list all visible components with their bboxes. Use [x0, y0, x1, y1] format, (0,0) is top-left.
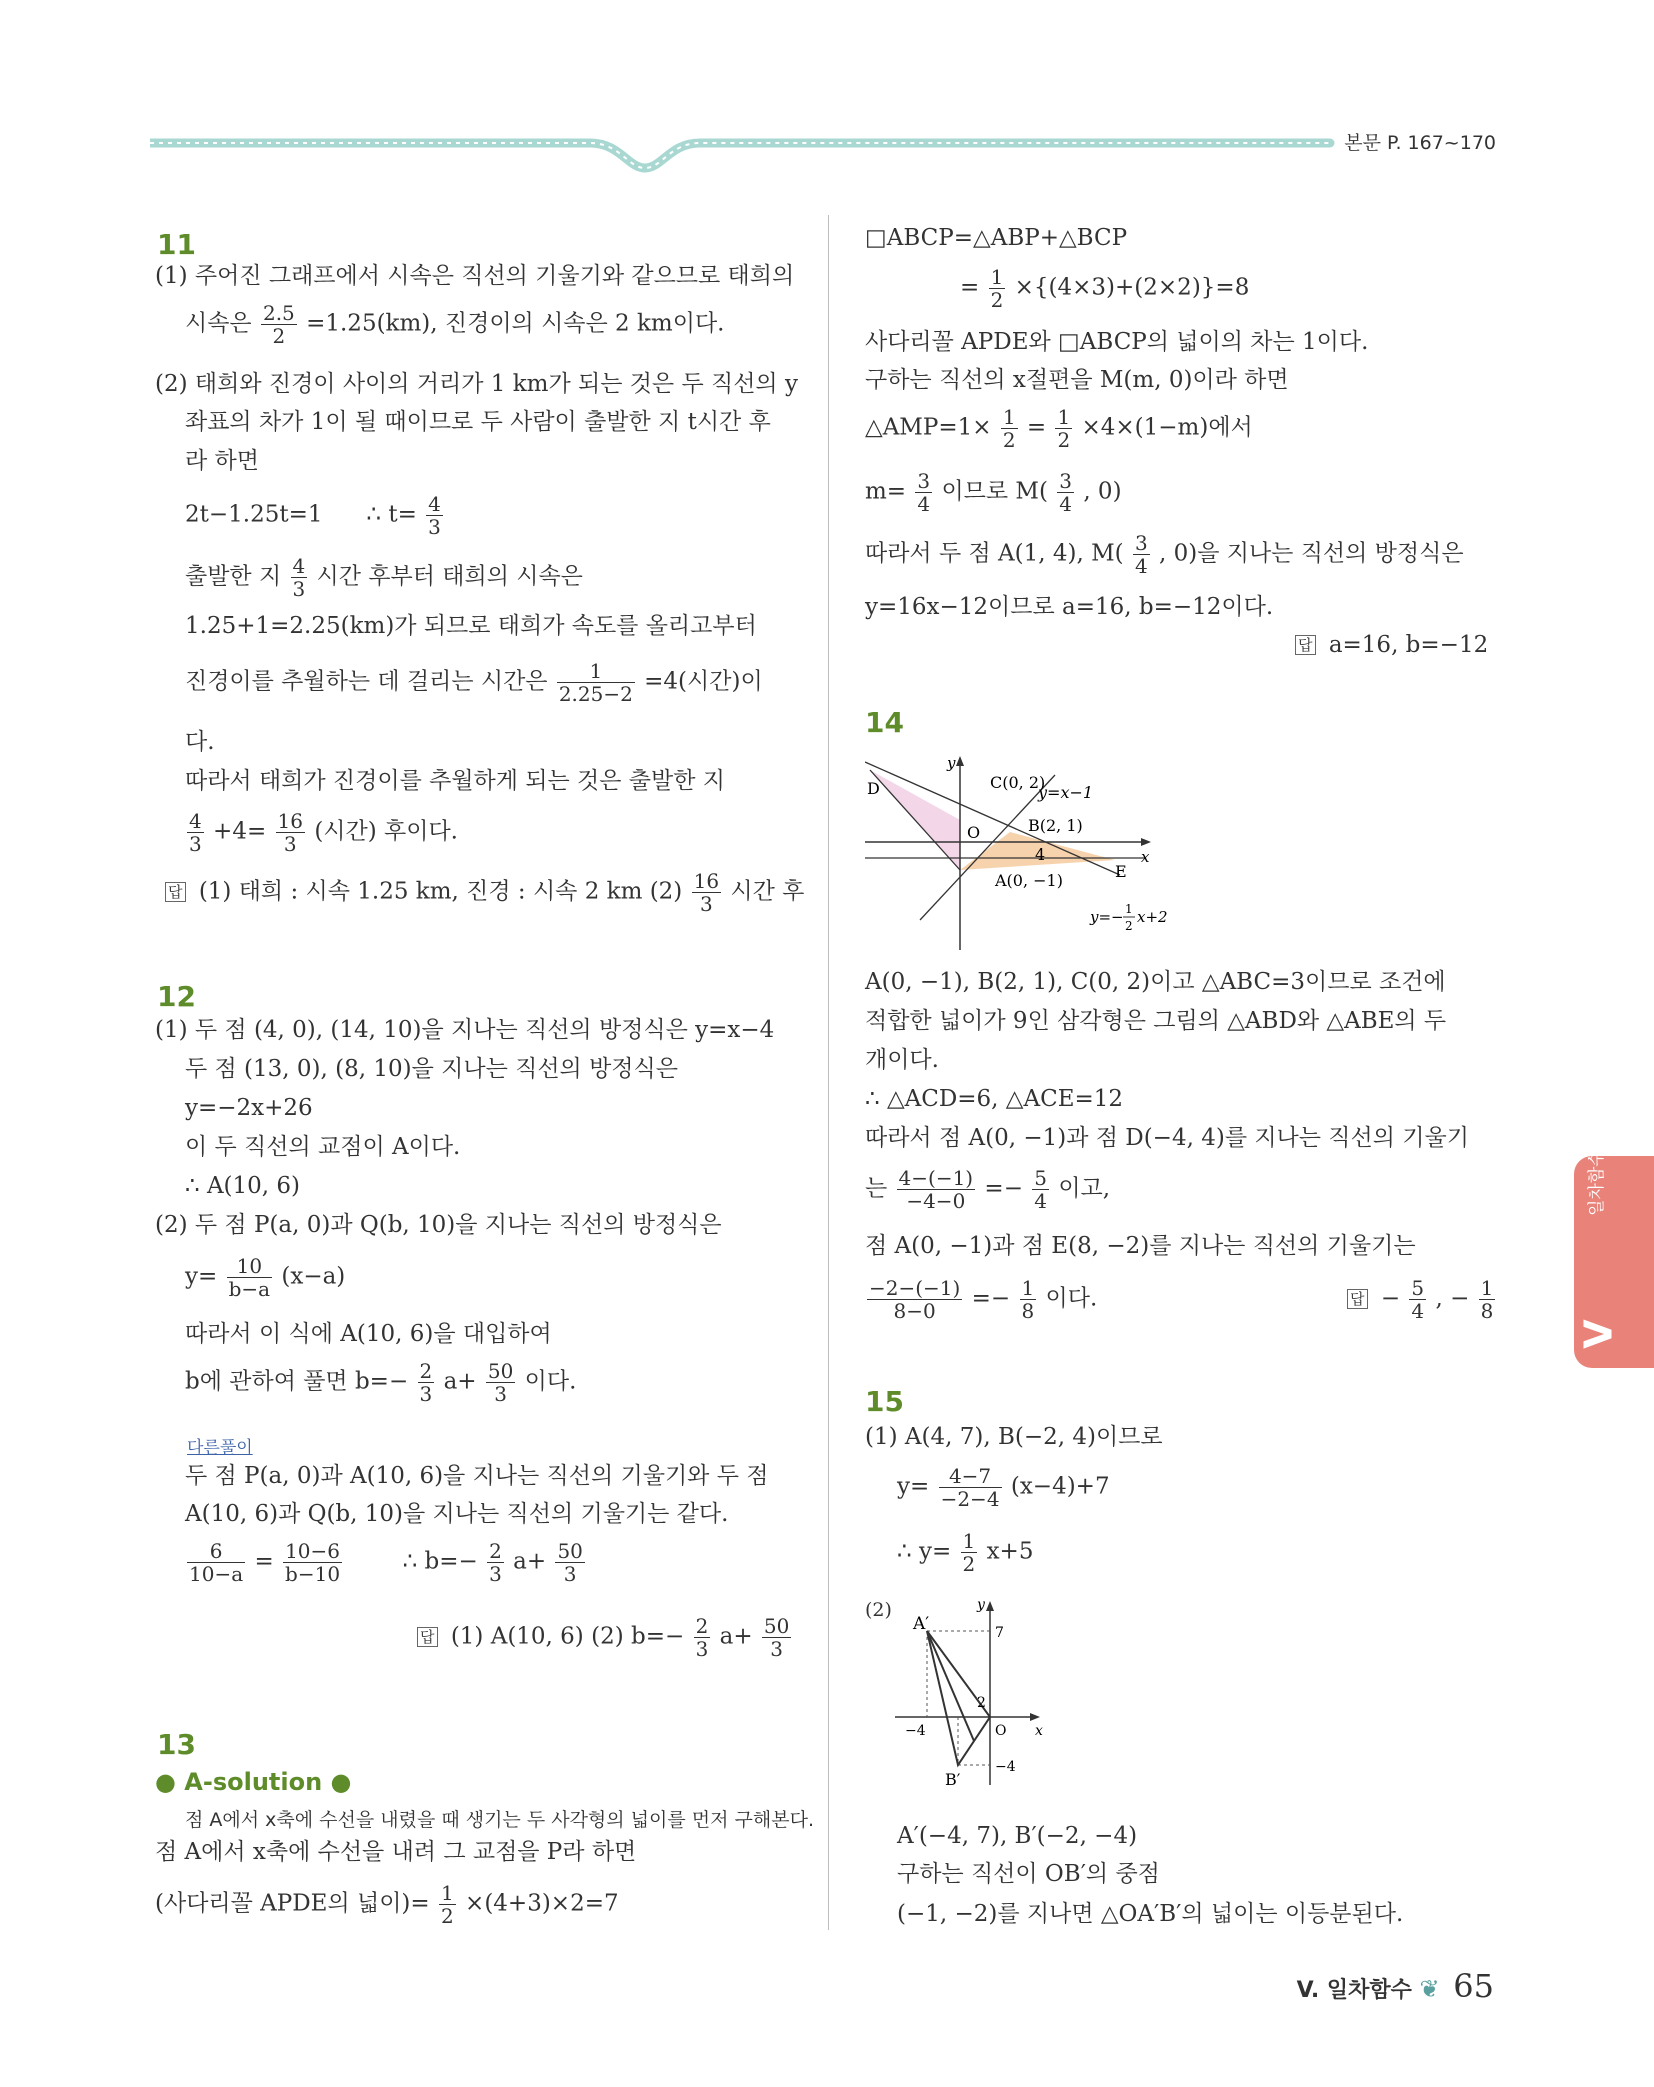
q14-line: 점 A(0, −1)과 점 E(8, −2)를 지나는 직선의 기울기는	[865, 1233, 1416, 1259]
question-number: 12	[157, 980, 196, 1013]
q11-line: 좌표의 차가 1이 될 때이므로 두 사람이 출발한 지 t시간 후	[185, 409, 771, 435]
label-o: O	[967, 823, 981, 842]
q12-answer: 답 (1) A(10, 6) (2) b=− $\frac{2}{3}$ a+ $\frac{50}{3}$	[417, 1615, 793, 1660]
leaf-icon: ❦	[1419, 1975, 1440, 2003]
q14-answer: 답 − $\frac{5}{4}$ , − $\frac{1}{8}$	[1347, 1277, 1497, 1322]
q12-line: $\frac{6}{10-a}$ = $\frac{10-6}{b-10}$ ∴ b=− $\frac{2}{3}$ a+ $\frac{50}{3}$	[189, 1539, 583, 1586]
question-number: 14	[865, 706, 904, 739]
side-tab-title: 일차함수	[1587, 1150, 1607, 1216]
q14-line: 적합한 넓이가 9인 삼각형은 그림의 △ABD와 △ABE의 두	[865, 1008, 1447, 1034]
q13-line: 따라서 두 점 A(1, 4), M( $\frac{3}{4}$ , 0)을 지나는 직선의 방정식은	[865, 531, 1464, 578]
q13-line: 구하는 직선의 x절편을 M(m, 0)이라 하면	[865, 367, 1289, 393]
label-o: O	[995, 1723, 1007, 1739]
q11-line: 1.25+1=2.25(km)가 되므로 태희가 속도를 올리고부터	[185, 613, 757, 639]
chapter-side-tab	[1574, 1150, 1654, 1368]
q13-line: △AMP=1× $\frac{1}{2}$ = $\frac{1}{2}$ ×4×(1−m)에서	[865, 405, 1253, 452]
q11-answer: 답 (1) 태희 : 시속 1.25 km, 진경 : 시속 2 km (2) $\frac{16}{3}$ 시간 후	[165, 870, 804, 915]
q14-line: 따라서 점 A(0, −1)과 점 D(−4, 4)를 지나는 직선의 기울기	[865, 1125, 1469, 1151]
label-y: y	[947, 754, 956, 772]
q12-line: y=−2x+26	[185, 1095, 313, 1121]
page-reference: 본문 P. 167~170	[1344, 132, 1496, 154]
question-number: 13	[157, 1728, 196, 1761]
q13-line: 사다리꼴 APDE와 □ABCP의 넓이의 차는 1이다.	[865, 329, 1369, 355]
footer-chapter: V. 일차함수	[1296, 1978, 1412, 2003]
q12-line: 따라서 이 식에 A(10, 6)을 대입하여	[185, 1321, 552, 1347]
x-axis-arrow	[1030, 1713, 1040, 1721]
label-y: y	[977, 1597, 985, 1613]
q15-line: (1) A(4, 7), B(−2, 4)이므로	[865, 1424, 1163, 1450]
a-solution-text: 점 A에서 x축에 수선을 내렸을 때 생기는 두 사각형의 넓이를 먼저 구해본다.	[185, 1809, 814, 1831]
q14-line: $\frac{-2-(-1)}{8-0}$ =− $\frac{1}{8}$ 이다.	[869, 1276, 1098, 1323]
q13-line: □ABCP=△ABP+△BCP	[865, 225, 1128, 251]
label-c: C(0, 2)	[990, 773, 1046, 792]
answer-mark: 답	[1295, 635, 1316, 655]
q12-line: 두 점 (13, 0), (8, 10)을 지나는 직선의 방정식은	[185, 1056, 678, 1082]
q14-line: 개이다.	[865, 1047, 939, 1073]
q15-graph-figure	[895, 1595, 1065, 1795]
q15-line: (2)	[865, 1599, 892, 1621]
q12-line: (1) 두 점 (4, 0), (14, 10)을 지나는 직선의 방정식은 y=x−4	[155, 1017, 775, 1043]
q12-line: 이 두 직선의 교점이 A이다.	[185, 1134, 461, 1160]
q12-line: 두 점 P(a, 0)과 A(10, 6)을 지나는 직선의 기울기와 두 점	[185, 1463, 769, 1489]
q11-line: 출발한 지 $\frac{4}{3}$ 시간 후부터 태희의 시속은	[185, 554, 583, 601]
q14-line: 는 $\frac{4-(-1)}{-4-0}$ =− $\frac{5}{4}$ 이고,	[865, 1166, 1111, 1213]
q11-line: 라 하면	[185, 448, 259, 474]
q12-line: A(10, 6)과 Q(b, 10)을 지나는 직선의 기울기는 같다.	[185, 1501, 729, 1527]
q14-graph-figure	[865, 750, 1195, 950]
label-a-prime: A′	[913, 1614, 930, 1634]
page-footer	[1297, 1967, 1494, 2005]
q12-line: y= $\frac{10}{b-a}$ (x−a)	[185, 1254, 346, 1301]
answer-mark: 답	[1347, 1289, 1368, 1309]
label-line2-den: 2	[1125, 919, 1133, 933]
q13-answer: 답 a=16, b=−12	[1295, 631, 1488, 659]
q11-line: $\frac{4}{3}$ +4= $\frac{16}{3}$ (시간) 후이다.	[189, 809, 458, 856]
q15-line: 구하는 직선이 OB′의 중점	[897, 1861, 1160, 1887]
label-minus4-x: −4	[905, 1723, 926, 1739]
header-ribbon	[150, 118, 1350, 178]
q11-line: (1) 주어진 그래프에서 시속은 직선의 기울기와 같으므로 태희의	[155, 263, 795, 289]
q11-line: (2) 태희와 진경이 사이의 거리가 1 km가 되는 것은 두 직선의 y	[155, 371, 798, 397]
y-axis-arrow	[986, 1601, 994, 1611]
answer-mark: 답	[417, 1627, 438, 1647]
label-x: x	[1141, 848, 1150, 866]
q12-line: b에 관하여 풀면 b=− $\frac{2}{3}$ a+ $\frac{50}{3}$ 이다.	[185, 1359, 577, 1406]
label-two: 2	[977, 1695, 986, 1711]
q15-line: y= $\frac{4-7}{-2-4}$ (x−4)+7	[897, 1464, 1110, 1511]
q13-line: m= $\frac{3}{4}$ 이므로 M( $\frac{3}{4}$ , 0)	[865, 469, 1122, 516]
q13-line: (사다리꼴 APDE의 넓이)= $\frac{1}{2}$ ×(4+3)×2=7	[155, 1881, 619, 1928]
q15-line: A′(−4, 7), B′(−2, −4)	[897, 1823, 1138, 1849]
label-d: D	[867, 779, 880, 798]
y-axis-arrow	[956, 756, 964, 766]
answer-mark: 답	[165, 882, 186, 902]
side-tab-roman: V	[1576, 1319, 1621, 1349]
q14-line: ∴ △ACD=6, △ACE=12	[865, 1086, 1124, 1112]
question-number: 15	[865, 1385, 904, 1418]
alternate-solution-label: 다른풀이	[187, 1438, 253, 1458]
label-four: 4	[1035, 845, 1046, 864]
page-number: 65	[1453, 1967, 1494, 2005]
label-line2-num: 1	[1125, 902, 1133, 916]
q15-line: ∴ y= $\frac{1}{2}$ x+5	[897, 1529, 1034, 1576]
label-b-prime: B′	[945, 1770, 961, 1789]
label-line1: y=x−1	[1038, 783, 1094, 802]
label-a: A(0, −1)	[995, 871, 1063, 890]
question-number: 11	[157, 228, 196, 261]
a-solution-label: ● A-solution ●	[155, 1768, 352, 1796]
x-axis-arrow	[1141, 838, 1151, 846]
q12-line: ∴ A(10, 6)	[185, 1173, 301, 1199]
label-seven: 7	[995, 1625, 1004, 1641]
q11-line: 시속은 $\frac{2.5}{2}$ =1.25(km), 진경이의 시속은 2 km이다.	[185, 301, 725, 348]
q14-line: A(0, −1), B(2, 1), C(0, 2)이고 △ABC=3이므로 조건에	[865, 969, 1446, 995]
q11-line: 따라서 태희가 진경이를 추월하게 되는 것은 출발한 지	[185, 768, 725, 794]
q13-line: = $\frac{1}{2}$ ×{(4×3)+(2×2)}=8	[960, 265, 1250, 312]
q13-line: 점 A에서 x축에 수선을 내려 그 교점을 P라 하면	[155, 1839, 637, 1865]
label-line2: y=−	[1090, 908, 1124, 926]
q11-line: 진경이를 추월하는 데 걸리는 시간은 $\frac{1}{2.25-2}$ =4(시간)이	[185, 659, 763, 706]
label-b: B(2, 1)	[1028, 816, 1083, 835]
label-x: x	[1035, 1723, 1043, 1739]
label-line2-tail: x+2	[1137, 908, 1168, 926]
label-e: E	[1115, 862, 1127, 881]
label-minus4-y: −4	[995, 1759, 1016, 1775]
q11-line: 2t−1.25t=1 ∴ t= $\frac{4}{3}$	[185, 492, 441, 539]
q15-line: (−1, −2)를 지나면 △OA′B′의 넓이는 이등분된다.	[897, 1901, 1404, 1927]
q13-line: y=16x−12이므로 a=16, b=−12이다.	[865, 594, 1274, 620]
q11-line: 다.	[185, 729, 215, 755]
q12-line: (2) 두 점 P(a, 0)과 Q(b, 10)을 지나는 직선의 방정식은	[155, 1212, 722, 1238]
column-divider	[828, 215, 829, 1930]
